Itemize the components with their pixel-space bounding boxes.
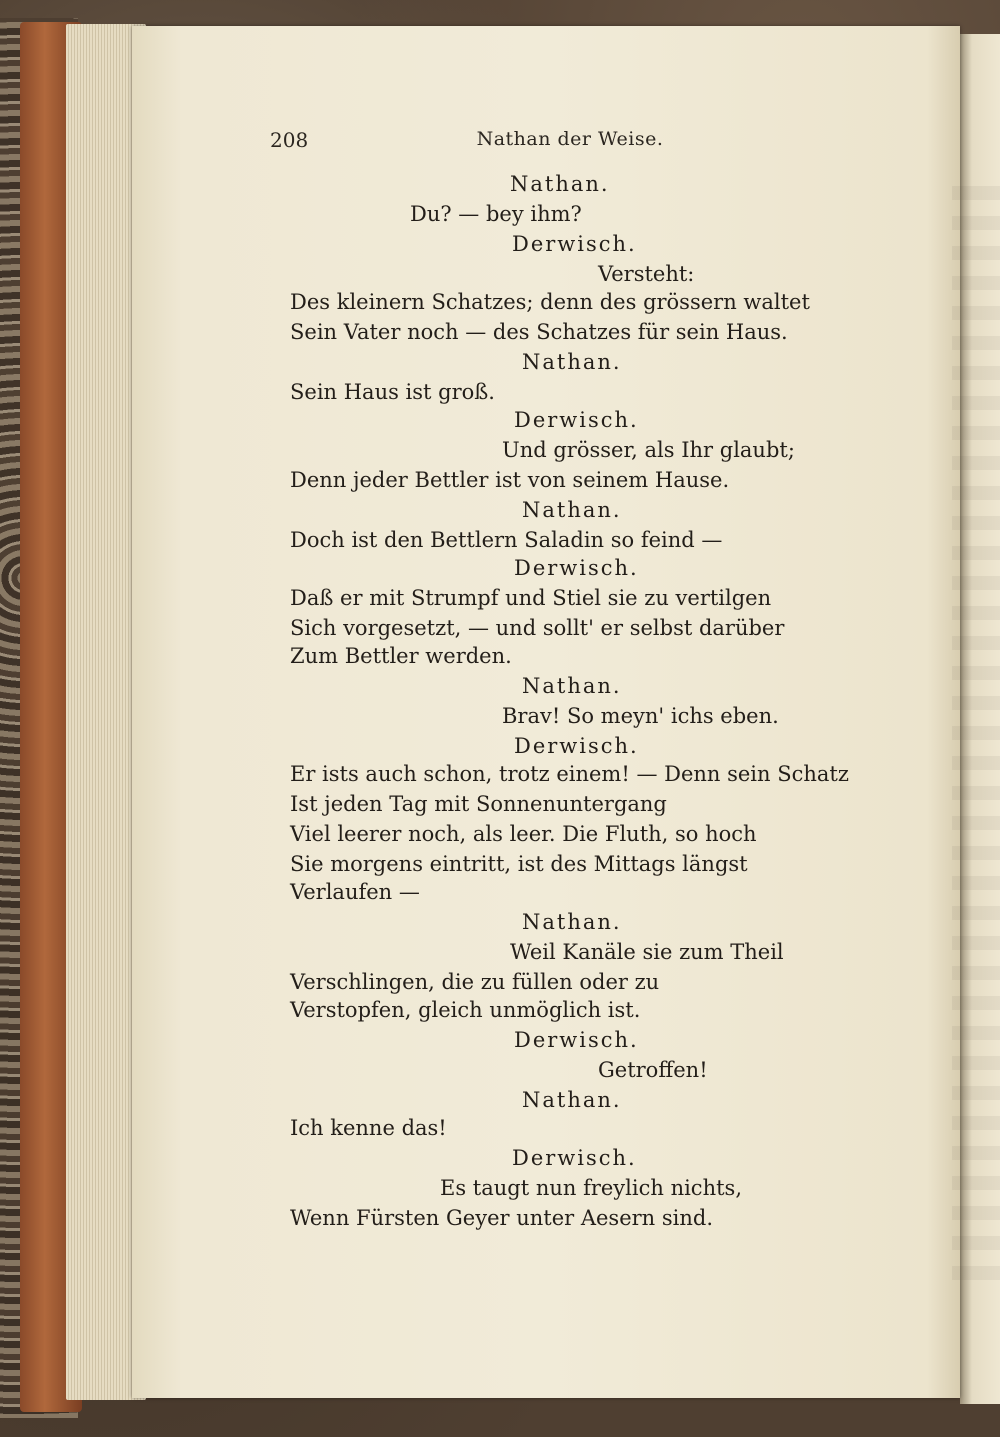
verse-line: Getroffen! bbox=[598, 1058, 708, 1082]
speaker-name: Derwisch. bbox=[512, 232, 637, 256]
verse-line: Weil Kanäle sie zum Theil bbox=[510, 940, 784, 964]
verse-line: Verschlingen, die zu füllen oder zu bbox=[290, 970, 660, 994]
speaker-name: Derwisch. bbox=[514, 1028, 639, 1052]
verse-line: Brav! So meyn' ichs eben. bbox=[502, 704, 779, 728]
verse-line: Verlaufen — bbox=[290, 880, 420, 904]
running-title: Nathan der Weise. bbox=[476, 128, 664, 150]
verse-line: Ich kenne das! bbox=[290, 1116, 447, 1140]
speaker-name: Nathan. bbox=[522, 674, 622, 698]
speaker-name: Nathan. bbox=[510, 172, 610, 196]
verse-line: Zum Bettler werden. bbox=[290, 644, 512, 668]
verse-line: Versteht: bbox=[598, 262, 695, 286]
verse-line: Ist jeden Tag mit Sonnenuntergang bbox=[290, 792, 667, 816]
speaker-name: Nathan. bbox=[522, 498, 622, 522]
verse-line: Wenn Fürsten Geyer unter Aesern sind. bbox=[290, 1206, 714, 1230]
verse-line: Viel leerer noch, als leer. Die Fluth, so hoch bbox=[290, 822, 757, 846]
verse-line: Des kleinern Schatzes; denn des grössern waltet bbox=[290, 290, 810, 314]
verse-line: Sich vorgesetzt, — und sollt' er selbst darüber bbox=[290, 616, 785, 640]
speaker-name: Derwisch. bbox=[514, 408, 639, 432]
speaker-name: Derwisch. bbox=[514, 556, 639, 580]
verse-line: Es taugt nun freylich nichts, bbox=[440, 1176, 742, 1200]
verse-line: Du? — bey ihm? bbox=[410, 202, 582, 226]
verse-line: Und grösser, als Ihr glaubt; bbox=[502, 438, 795, 462]
speaker-name: Nathan. bbox=[522, 1088, 622, 1112]
bleed-through-text bbox=[952, 186, 1000, 1286]
verse-line: Denn jeder Bettler ist von seinem Hause. bbox=[290, 468, 730, 492]
speaker-name: Derwisch. bbox=[512, 1146, 637, 1170]
verse-line: Sein Vater noch — des Schatzes für sein Haus. bbox=[290, 320, 788, 344]
verse-line: Doch ist den Bettlern Saladin so feind — bbox=[290, 528, 723, 552]
speaker-name: Derwisch. bbox=[514, 734, 639, 758]
verse-line: Verstopfen, gleich unmöglich ist. bbox=[290, 998, 641, 1022]
verse-line: Er ists auch schon, trotz einem! — Denn sein Schatz bbox=[290, 762, 849, 786]
page-number: 208 bbox=[270, 128, 309, 152]
verse-line: Sie morgens eintritt, ist des Mittags längst bbox=[290, 852, 748, 876]
speaker-name: Nathan. bbox=[522, 350, 622, 374]
verse-line: Sein Haus ist groß. bbox=[290, 380, 495, 404]
speaker-name: Nathan. bbox=[522, 910, 622, 934]
verse-line: Daß er mit Strumpf und Stiel sie zu vertilgen bbox=[290, 586, 772, 610]
